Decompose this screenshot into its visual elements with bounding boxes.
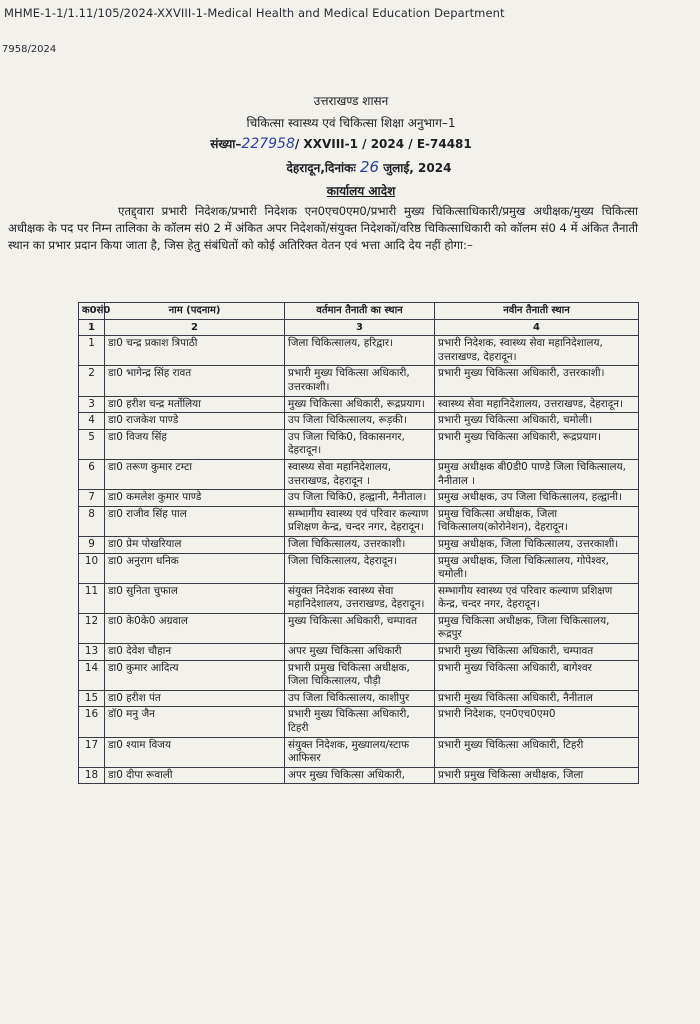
table-row — [79, 413, 639, 430]
serial-cell: 7 — [79, 490, 105, 507]
name-cell: डा0 भागेन्द्र सिंह रावत — [105, 366, 285, 396]
table-row — [79, 583, 639, 613]
name-cell: डा0 हरीश चन्द्र मर्तोलिया — [105, 396, 285, 413]
name-cell: डॉ0 मनु जैन — [105, 707, 285, 737]
table-row — [79, 366, 639, 396]
column-number-row — [79, 319, 639, 336]
name-cell: डा0 चन्द्र प्रकाश त्रिपाठी — [105, 336, 285, 366]
new-posting-cell: प्रभारी प्रमुख चिकित्सा अधीक्षक, जिला — [435, 767, 639, 784]
order-date-handwritten: 26 — [359, 158, 380, 176]
column-number: 2 — [105, 319, 285, 336]
current-posting-cell: अपर मुख्य चिकित्सा अधिकारी — [285, 644, 435, 661]
header-name: नाम (पदनाम) — [105, 303, 285, 320]
name-cell: डा0 राजकेश पाण्डे — [105, 413, 285, 430]
name-cell: डा0 देवेश चौहान — [105, 644, 285, 661]
serial-cell: 8 — [79, 506, 105, 536]
serial-cell: 3 — [79, 396, 105, 413]
table-row — [79, 536, 639, 553]
serial-cell: 11 — [79, 583, 105, 613]
new-posting-cell: प्रभारी मुख्य चिकित्सा अधिकारी, बागेश्वर — [435, 660, 639, 690]
new-posting-cell: प्रभारी मुख्य चिकित्सा अधिकारी, उत्तरकाशी। — [435, 366, 639, 396]
new-posting-cell: प्रभारी मुख्य चिकित्सा अधिकारी, चमोली। — [435, 413, 639, 430]
name-cell: डा0 हरीश पंत — [105, 690, 285, 707]
serial-cell: 14 — [79, 660, 105, 690]
order-date — [38, 158, 700, 176]
new-posting-cell: प्रभारी मुख्य चिकित्सा अधिकारी, टिहरी — [435, 737, 639, 767]
intro-text: एतद्द्वारा प्रभारी निदेशक/प्रभारी निदेशक एन0एच0एम0/प्रभारी मुख्य चिकित्साधिकारी/प्रमुख अधीक्षक/मुख्य चिकित्सा अधीक्षक के पद पर निम्न तालिका के कॉलम सं0 2 में अंकित अपर निदेशकों/संयुक्त निदेशकों/वरिष्ठ चिकित्साधिकारी को कॉलम सं0 4 में अंकित तैनाती स्थान का प्रभार प्रदान किया जाता है, जिस हेतु संबंधितों को कोई अतिरिक्त वेतन एवं भत्ता आदि देय नहीं होगा:– — [8, 204, 638, 252]
new-posting-cell: प्रभारी मुख्य चिकित्सा अधिकारी, रूद्रप्रयाग। — [435, 429, 639, 459]
new-posting-cell: प्रभारी निदेशक, एन0एच0एम0 — [435, 707, 639, 737]
table-row — [79, 336, 639, 366]
name-cell: डा0 विजय सिंह — [105, 429, 285, 459]
current-posting-cell: अपर मुख्य चिकित्सा अधिकारी, — [285, 767, 435, 784]
current-posting-cell: प्रभारी मुख्य चिकित्सा अधिकारी, टिहरी — [285, 707, 435, 737]
current-posting-cell: सम्भागीय स्वास्थ्य एवं परिवार कल्याण प्रशिक्षण केन्द्र, चन्दर नगर, देहरादून। — [285, 506, 435, 536]
table-row — [79, 644, 639, 661]
serial-cell: 16 — [79, 707, 105, 737]
order-number-handwritten: 227958 — [241, 136, 295, 152]
name-cell: डा0 राजीव सिंह पाल — [105, 506, 285, 536]
name-cell: डा0 सुनिता चुफाल — [105, 583, 285, 613]
table-row — [79, 767, 639, 784]
new-posting-cell: प्रमुख अधीक्षक, उप जिला चिकित्सालय, हल्द्वानी। — [435, 490, 639, 507]
column-number: 3 — [285, 319, 435, 336]
current-posting-cell: संयुक्त निदेशक स्वास्थ्य सेवा महानिदेशालय, उत्तराखण्ड, देहरादून। — [285, 583, 435, 613]
current-posting-cell: मुख्य चिकित्सा अधिकारी, चम्पावत — [285, 613, 435, 643]
serial-cell: 18 — [79, 767, 105, 784]
new-posting-cell: स्वास्थ्य सेवा महानिदेशालय, उत्तराखण्ड, देहरादून। — [435, 396, 639, 413]
name-cell: डा0 कुमार आदित्य — [105, 660, 285, 690]
new-posting-cell: प्रमुख चिकित्सा अधीक्षक, जिला चिकित्सालय, रूद्रपुर — [435, 613, 639, 643]
current-posting-cell: उप जिला चिकित्सालय, काशीपुर — [285, 690, 435, 707]
serial-cell: 17 — [79, 737, 105, 767]
order-title: कार्यालय आदेश — [326, 184, 396, 198]
name-cell: डा0 कमलेश कुमार पाण्डे — [105, 490, 285, 507]
name-cell: डा0 श्याम विजय — [105, 737, 285, 767]
department-section: चिकित्सा स्वास्थ्य एवं चिकित्सा शिक्षा अनुभाग–1 — [246, 116, 456, 130]
current-posting-cell: जिला चिकित्सालय, देहरादून। — [285, 553, 435, 583]
new-posting-cell: प्रभारी निदेशक, स्वास्थ्य सेवा महानिदेशालय, उत्तराखण्ड, देहरादून। — [435, 336, 639, 366]
serial-cell: 9 — [79, 536, 105, 553]
current-posting-cell: जिला चिकित्सालय, हरिद्वार। — [285, 336, 435, 366]
new-posting-cell: प्रमुख अधीक्षक बी0डी0 पाण्डे जिला चिकित्सालय, नैनीताल । — [435, 459, 639, 489]
current-posting-cell: मुख्य चिकित्सा अधिकारी, रूद्रप्रयाग। — [285, 396, 435, 413]
file-reference-header: MHME-1-1/1.11/105/2024-XXVIII-1-Medical Health and Medical Education Department — [4, 6, 505, 20]
new-posting-cell: प्रमुख चिकित्सा अधीक्षक, जिला चिकित्सालय(कोरोनेशन), देहरादून। — [435, 506, 639, 536]
order-date-prefix: देहरादून,दिनांकः — [286, 161, 356, 175]
current-posting-cell: उप जिला चिकित्सालय, रूड़की। — [285, 413, 435, 430]
name-cell: डा0 प्रेम पोखरियाल — [105, 536, 285, 553]
table-row — [79, 707, 639, 737]
table-row — [79, 660, 639, 690]
new-posting-cell: प्रमुख अधीक्षक, जिला चिकित्सालय, उत्तरकाशी। — [435, 536, 639, 553]
column-number: 4 — [435, 319, 639, 336]
table-row — [79, 690, 639, 707]
intro-paragraph — [8, 203, 638, 254]
new-posting-cell: प्रभारी मुख्य चिकित्सा अधिकारी, नैनीताल — [435, 690, 639, 707]
table-row — [79, 737, 639, 767]
new-posting-cell: प्रभारी मुख्य चिकित्सा अधिकारी, चम्पावत — [435, 644, 639, 661]
current-posting-cell: प्रभारी मुख्य चिकित्सा अधिकारी, उत्तरकाशी। — [285, 366, 435, 396]
serial-cell: 13 — [79, 644, 105, 661]
name-cell: डा0 तरूण कुमार टम्टा — [105, 459, 285, 489]
order-number-suffix: / XXVIII-1 / 2024 / E-74481 — [294, 137, 472, 151]
current-posting-cell: स्वास्थ्य सेवा महानिदेशालय, उत्तराखण्ड, देहरादून । — [285, 459, 435, 489]
order-number-prefix: संख्या– — [210, 137, 242, 151]
government-name: उत्तराखण्ड शासन — [313, 94, 389, 108]
header-new-posting: नवीन तैनाती स्थान — [435, 303, 639, 320]
file-reference-number: 7958/2024 — [2, 44, 57, 55]
column-number: 1 — [79, 319, 105, 336]
serial-cell: 15 — [79, 690, 105, 707]
table-row — [79, 613, 639, 643]
serial-cell: 4 — [79, 413, 105, 430]
serial-cell: 10 — [79, 553, 105, 583]
order-number — [10, 135, 672, 152]
serial-cell: 2 — [79, 366, 105, 396]
header-serial: क0सं0 — [79, 303, 105, 320]
current-posting-cell: संयुक्त निदेशक, मुख्यालय/स्टाफ आफिसर — [285, 737, 435, 767]
table-row — [79, 506, 639, 536]
serial-cell: 5 — [79, 429, 105, 459]
table-row — [79, 396, 639, 413]
table-row — [79, 429, 639, 459]
name-cell: डा0 के0के0 अग्रवाल — [105, 613, 285, 643]
table-row — [79, 459, 639, 489]
serial-cell: 12 — [79, 613, 105, 643]
header-current-posting: वर्तमान तैनाती का स्थान — [285, 303, 435, 320]
table-header-row — [79, 303, 639, 320]
serial-cell: 1 — [79, 336, 105, 366]
current-posting-cell: उप जिला चिकि0, विकासनगर, देहरादून। — [285, 429, 435, 459]
name-cell: डा0 अनुराग धनिक — [105, 553, 285, 583]
current-posting-cell: उप जिला चिकि0, हल्द्वानी, नैनीताल। — [285, 490, 435, 507]
name-cell: डा0 दीपा रूवाली — [105, 767, 285, 784]
table-row — [79, 553, 639, 583]
new-posting-cell: सम्भागीय स्वास्थ्य एवं परिवार कल्याण प्रशिक्षण केन्द्र, चन्दर नगर, देहरादून। — [435, 583, 639, 613]
order-date-suffix: जुलाई, 2024 — [383, 161, 452, 175]
table-row — [79, 490, 639, 507]
new-posting-cell: प्रमुख अधीक्षक, जिला चिकित्सालय, गोपेश्वर, चमोली। — [435, 553, 639, 583]
current-posting-cell: जिला चिकित्सालय, उत्तरकाशी। — [285, 536, 435, 553]
current-posting-cell: प्रभारी प्रमुख चिकित्सा अधीक्षक, जिला चिकित्सालय, पौड़ी — [285, 660, 435, 690]
serial-cell: 6 — [79, 459, 105, 489]
posting-table — [78, 302, 639, 784]
